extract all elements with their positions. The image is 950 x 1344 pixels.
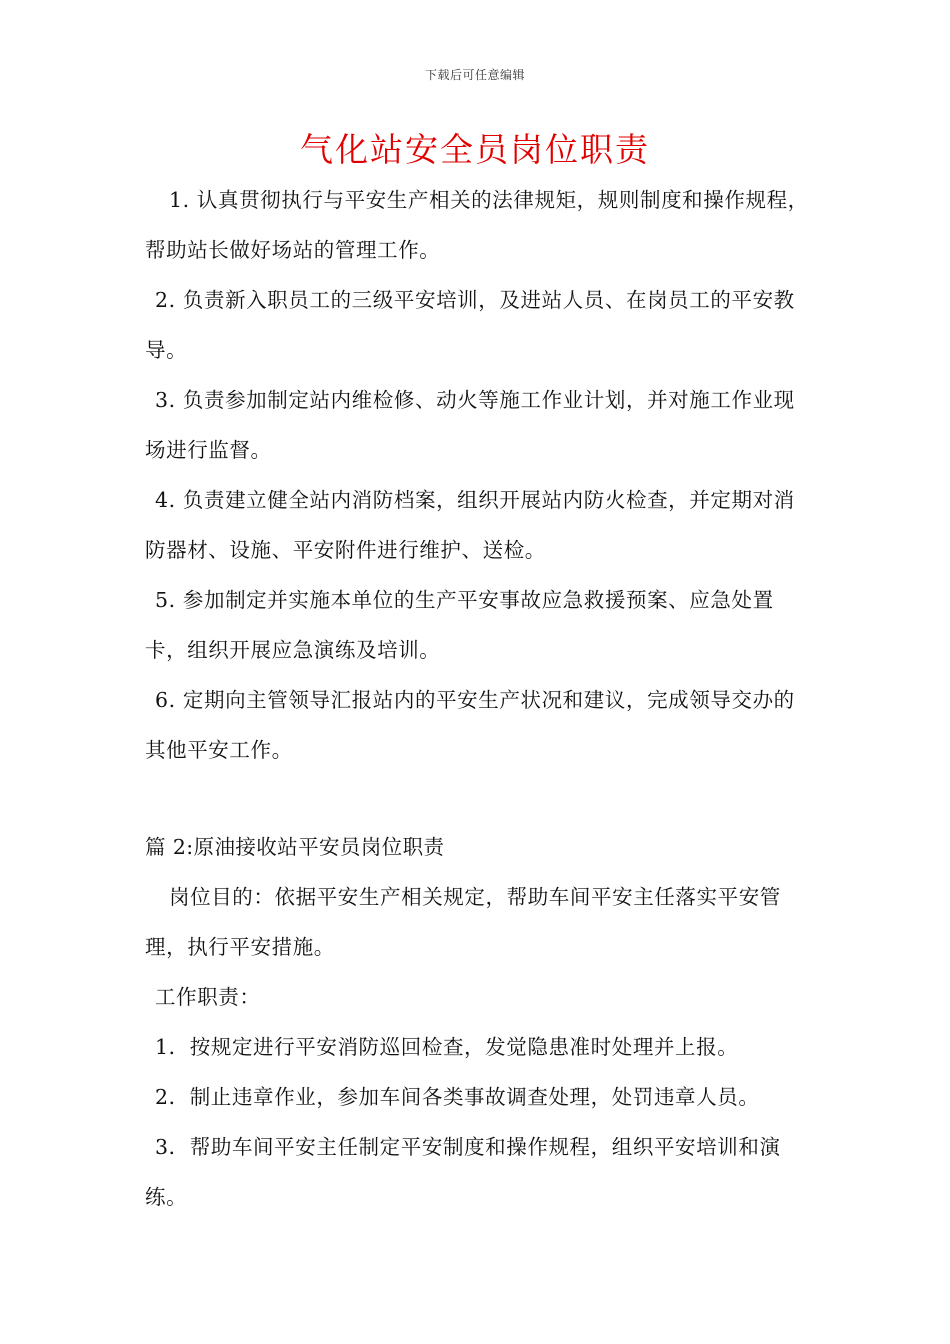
section2-heading: 篇 2:原油接收站平安员岗位职责 [145,835,445,859]
section1-item: 6. 定期向主管领导汇报站内的平安生产状况和建议，完成领导交办的其他平安工作。 [145,688,795,762]
section1-item: 1. 认真贯彻执行与平安生产相关的法律规矩，规则制度和操作规程，帮助站长做好场站的管理工作。 [145,188,809,262]
section2-purpose: 岗位目的：依据平安生产相关规定，帮助车间平安主任落实平安管理，执行平安措施。 [145,885,781,959]
section1-item: 2. 负责新入职员工的三级平安培训，及进站人员、在岗员工的平安教导。 [145,288,795,362]
section1-item: 4. 负责建立健全站内消防档案，组织开展站内防火检查，并定期对消防器材、设施、平安附件进行维护、送检。 [145,488,795,562]
section1-item: 3. 负责参加制定站内维检修、动火等施工作业计划，并对施工作业现场进行监督。 [145,388,795,462]
duties-label: 工作职责： [155,985,261,1009]
section1-list [145,175,810,775]
section1-item: 5. 参加制定并实施本单位的生产平安事故应急救援预案、应急处置卡，组织开展应急演练及培训。 [145,588,774,662]
duty-item: 3．帮助车间平安主任制定平安制度和操作规程，组织平安培训和演练。 [145,1135,781,1209]
document-title: 气化站安全员岗位职责 [300,130,650,169]
section2 [145,822,810,1222]
duty-item: 1．按规定进行平安消防巡回检查，发觉隐患准时处理并上报。 [155,1035,739,1059]
header-note: 下载后可任意编辑 [424,68,525,82]
duty-item: 2．制止违章作业，参加车间各类事故调查处理，处罚违章人员。 [155,1085,760,1109]
